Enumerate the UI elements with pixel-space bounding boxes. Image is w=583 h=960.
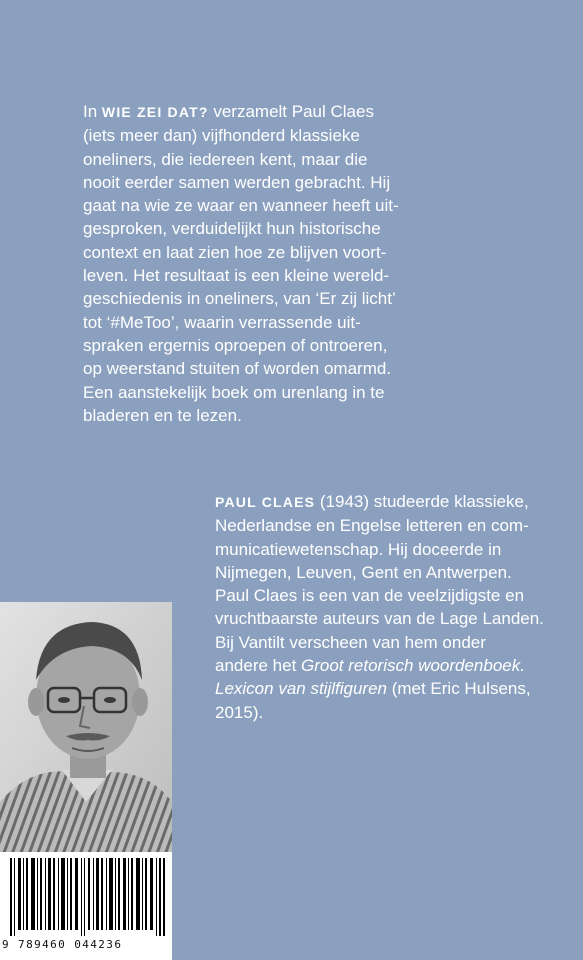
book-reference: Lexicon van stijlfiguren [215,679,387,699]
book-title: WIE ZEI DAT? [101,104,209,120]
author-bio [215,490,583,724]
bio-line-rest: (met Eric Hulsens, [386,679,531,699]
bio-line: municatiewetenschap. Hij doceerde in [215,539,502,559]
blurb-line: gaat na wie ze waar en wanneer heeft uit- [83,196,399,216]
bio-line: Nederlandse en Engelse letteren en com- [215,516,529,536]
blurb-intro: In [83,102,98,121]
blurb-line: op weerstand stuiten of worden omarmd. [83,359,392,379]
author-portrait-illustration [0,602,172,852]
bio-line: Nijmegen, Leuven, Gent en Antwerpen. [215,562,512,582]
bio-line: Paul Claes is een van de veelzijdigste en [215,586,525,606]
blurb-line: leven. Het resultaat is een kleine wereld- [83,266,390,286]
blurb-line: Een aanstekelijk boek om urenlang in te [83,382,385,402]
bio-line: 2015). [215,702,264,722]
blurb-line [83,100,503,124]
blurb-line: (iets meer dan) vijfhonderd klassieke [83,126,360,146]
blurb-line: gesproken, verduidelijkt hun historische [83,219,381,239]
blurb-text [83,100,503,427]
blurb-line: spraken ergernis oproepen of ontroeren, [83,335,388,355]
bio-line [215,490,583,514]
blurb-line: context en laat zien hoe ze blijven voort- [83,242,387,262]
bio-line-rest: (1943) studeerde klassieke, [315,492,529,511]
author-name: PAUL CLAES [215,494,316,510]
bio-line-pre: andere het [215,656,302,676]
bio-line [215,654,583,677]
blurb-line: nooit eerder samen werden gebracht. Hij [83,172,391,192]
blurb-line: oneliners, die iedereen kent, maar die [83,149,368,169]
isbn-number: 9 789460 044236 [2,938,123,951]
author-photo [0,602,172,852]
blurb-line: tot ‘#MeToo’, waarin verrassende uit- [83,312,361,332]
barcode [0,852,172,960]
bio-line [215,677,583,700]
bio-line: Bij Vantilt verscheen van hem onder [215,632,486,652]
blurb-line: bladeren en te lezen. [83,405,242,425]
blurb-line: geschiedenis in oneliners, van ‘Er zij licht’ [83,289,396,309]
bio-line: vruchtbaarste auteurs van de Lage Landen. [215,609,544,629]
book-reference: Groot retorisch woordenboek. [301,656,525,676]
blurb-line-rest: verzamelt Paul Claes [208,102,374,121]
barcode-bars [10,858,165,936]
